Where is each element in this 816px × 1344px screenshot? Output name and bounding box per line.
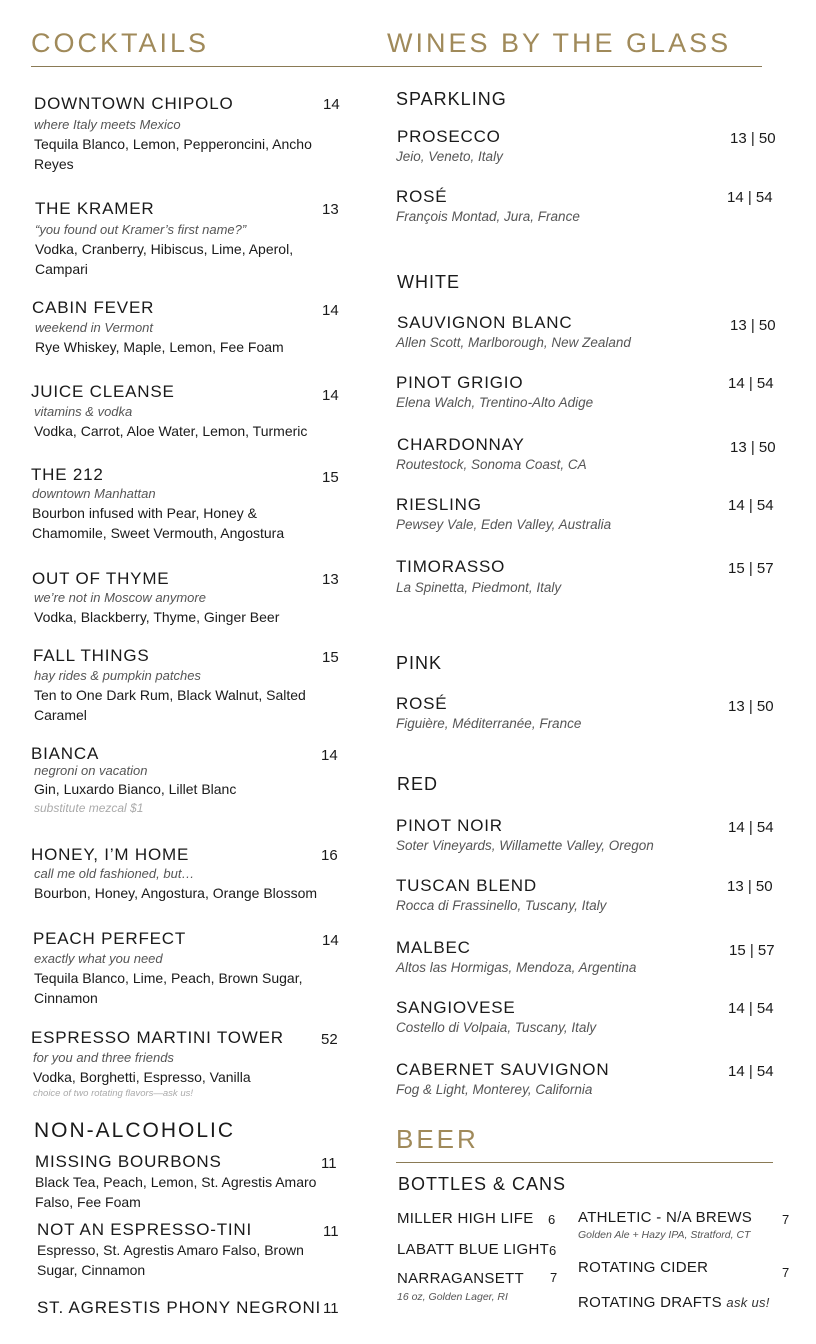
cocktail-ingredients: Gin, Luxardo Bianco, Lillet Blanc	[34, 781, 237, 797]
na-drink-name: ST. AGRESTIS PHONY NEGRONI	[37, 1298, 322, 1317]
cocktail-ingredients: Tequila Blanco, Lime, Peach, Brown Sugar, Cinnamon	[34, 970, 303, 1006]
beer-name: ROTATING CIDER	[578, 1259, 709, 1276]
wine-name: PINOT GRIGIO	[396, 373, 524, 392]
cocktail-name: BIANCA	[31, 744, 100, 763]
wine-producer: Soter Vineyards, Willamette Valley, Oregon	[396, 838, 654, 853]
wine-category-pink: PINK	[396, 653, 443, 673]
wine-price: 13 | 50	[730, 130, 776, 147]
cocktail-price: 14	[322, 932, 339, 949]
wine-price: 13 | 50	[728, 698, 774, 715]
wine-price: 13 | 50	[730, 439, 776, 456]
cocktail-ingredients: Ten to One Dark Rum, Black Walnut, Salted Caramel	[34, 687, 306, 723]
wine-producer: Costello di Volpaia, Tuscany, Italy	[396, 1020, 597, 1035]
cocktail-tagline: “you found out Kramer’s first name?”	[35, 222, 247, 237]
cocktail-name: OUT OF THYME	[32, 569, 170, 588]
cocktails-heading: COCKTAILS	[31, 28, 210, 58]
wine-category-sparkling: SPARKLING	[396, 89, 507, 109]
cocktail-ingredients: Bourbon infused with Pear, Honey & Chamomile, Sweet Vermouth, Angostura	[32, 505, 285, 541]
wine-name: MALBEC	[396, 938, 471, 957]
wine-name: ROSÉ	[396, 694, 448, 713]
cocktail-price: 13	[322, 201, 339, 218]
wine-name: PINOT NOIR	[396, 816, 503, 835]
beer-price: 7	[550, 1270, 558, 1285]
beer-name: NARRAGANSETT	[397, 1270, 524, 1287]
cocktail-price: 15	[322, 649, 339, 666]
header-divider	[31, 66, 762, 67]
wine-category-red: RED	[397, 774, 439, 794]
wine-producer: Altos las Hormigas, Mendoza, Argentina	[396, 960, 637, 975]
beer-name-text: ROTATING DRAFTS	[578, 1294, 722, 1311]
wine-producer: Routestock, Sonoma Coast, CA	[396, 457, 587, 472]
cocktail-tagline: vitamins & vodka	[34, 404, 133, 419]
wine-producer: Fog & Light, Monterey, California	[396, 1082, 593, 1097]
cocktail-name: DOWNTOWN CHIPOLO	[34, 94, 234, 113]
cocktail-note: substitute mezcal $1	[34, 801, 144, 815]
cocktail-tagline: we’re not in Moscow anymore	[34, 590, 206, 605]
cocktail-ingredients: Vodka, Borghetti, Espresso, Vanilla	[33, 1069, 251, 1085]
wine-name: TUSCAN BLEND	[396, 876, 537, 895]
cocktail-name: CABIN FEVER	[32, 298, 155, 317]
na-drink-price: 11	[323, 1300, 339, 1317]
cocktail-name: JUICE CLEANSE	[31, 382, 175, 401]
wine-name: SAUVIGNON BLANC	[397, 313, 573, 332]
wine-producer: Elena Walch, Trentino-Alto Adige	[396, 395, 594, 410]
wine-price: 13 | 50	[727, 878, 773, 895]
wine-name: CHARDONNAY	[397, 435, 525, 454]
beer-name: ATHLETIC - N/A BREWS	[578, 1209, 753, 1226]
non-alcoholic-heading: NON-ALCOHOLIC	[34, 1119, 236, 1142]
wine-producer: François Montad, Jura, France	[396, 209, 580, 224]
cocktail-price: 13	[322, 571, 339, 588]
wine-producer: Jeio, Veneto, Italy	[396, 149, 503, 164]
wine-producer: Rocca di Frassinello, Tuscany, Italy	[396, 898, 607, 913]
beer-ask-note: ask us!	[726, 1295, 770, 1310]
wine-price: 14 | 54	[728, 1000, 774, 1017]
wine-price: 14 | 54	[728, 819, 774, 836]
beer-subheading: BOTTLES & CANS	[398, 1174, 567, 1194]
wine-producer: Allen Scott, Marlborough, New Zealand	[396, 335, 631, 350]
wine-name: SANGIOVESE	[396, 998, 516, 1017]
na-drink-price: 11	[321, 1155, 337, 1172]
wine-producer: Figuière, Méditerranée, France	[396, 716, 582, 731]
cocktail-tagline: negroni on vacation	[34, 763, 148, 778]
cocktail-tagline: exactly what you need	[34, 951, 163, 966]
wine-price: 14 | 54	[728, 1063, 774, 1080]
na-drink-name: NOT AN ESPRESSO-TINI	[37, 1220, 253, 1239]
cocktail-tagline: call me old fashioned, but…	[34, 866, 195, 881]
cocktail-price: 15	[322, 469, 339, 486]
cocktail-ingredients: Bourbon, Honey, Angostura, Orange Blossom	[34, 885, 318, 901]
cocktail-name: ESPRESSO MARTINI TOWER	[31, 1028, 284, 1047]
cocktail-ingredients: Tequila Blanco, Lemon, Pepperoncini, Ancho Reyes	[34, 136, 312, 172]
wines-heading: WINES BY THE GLASS	[387, 28, 732, 58]
cocktail-price: 14	[323, 96, 340, 113]
beer-divider	[396, 1162, 773, 1163]
wine-category-white: WHITE	[397, 272, 460, 292]
wine-price: 14 | 54	[728, 497, 774, 514]
cocktail-price: 14	[321, 747, 338, 764]
cocktail-ingredients: Rye Whiskey, Maple, Lemon, Fee Foam	[35, 339, 284, 355]
beer-price: 7	[782, 1212, 790, 1227]
na-drink-price: 11	[323, 1223, 339, 1240]
wine-producer: Pewsey Vale, Eden Valley, Australia	[396, 517, 612, 532]
cocktail-ingredients: Vodka, Cranberry, Hibiscus, Lime, Aperol, Campari	[35, 241, 294, 277]
cocktail-tagline: for you and three friends	[33, 1050, 174, 1065]
wine-name: CABERNET SAUVIGNON	[396, 1060, 610, 1079]
beer-price: 6	[548, 1212, 556, 1227]
wine-name: ROSÉ	[396, 187, 448, 206]
cocktail-price: 14	[322, 387, 339, 404]
cocktail-tagline: hay rides & pumpkin patches	[34, 668, 201, 683]
cocktail-tagline: downtown Manhattan	[32, 486, 156, 501]
beer-name: LABATT BLUE LIGHT	[397, 1241, 550, 1258]
wine-price: 14 | 54	[728, 375, 774, 392]
na-drink-ingredients: Black Tea, Peach, Lemon, St. Agrestis Amaro Falso, Fee Foam	[35, 1174, 317, 1210]
cocktail-price: 14	[322, 302, 339, 319]
cocktail-tagline: where Italy meets Mexico	[34, 117, 181, 132]
wine-name: PROSECCO	[397, 127, 501, 146]
cocktail-ingredients: Vodka, Carrot, Aloe Water, Lemon, Turmeric	[34, 423, 308, 439]
na-drink-ingredients: Espresso, St. Agrestis Amaro Falso, Brown Sugar, Cinnamon	[37, 1242, 304, 1278]
na-drink-name: MISSING BOURBONS	[35, 1152, 222, 1171]
beer-name	[578, 1294, 770, 1311]
wine-name: RIESLING	[396, 495, 482, 514]
cocktail-price: 52	[321, 1031, 338, 1048]
cocktail-name: FALL THINGS	[33, 646, 150, 665]
cocktail-ingredients: Vodka, Blackberry, Thyme, Ginger Beer	[34, 609, 280, 625]
wine-price: 15 | 57	[729, 942, 775, 959]
cocktail-name: HONEY, I’M HOME	[31, 845, 190, 864]
cocktail-name: PEACH PERFECT	[33, 929, 187, 948]
wine-price: 15 | 57	[728, 560, 774, 577]
cocktail-tagline: weekend in Vermont	[35, 320, 154, 335]
wine-price: 14 | 54	[727, 189, 773, 206]
cocktail-name: THE KRAMER	[35, 199, 155, 218]
beer-desc: 16 oz, Golden Lager, RI	[397, 1291, 508, 1303]
cocktail-note: choice of two rotating flavors—ask us!	[33, 1088, 193, 1099]
beer-name: MILLER HIGH LIFE	[397, 1210, 534, 1227]
beer-heading: BEER	[396, 1124, 479, 1154]
wine-name: TIMORASSO	[396, 557, 506, 576]
beer-price: 7	[782, 1265, 790, 1280]
cocktail-name: THE 212	[31, 465, 104, 484]
wine-price: 13 | 50	[730, 317, 776, 334]
beer-desc: Golden Ale + Hazy IPA, Stratford, CT	[578, 1229, 751, 1241]
cocktail-price: 16	[321, 847, 338, 864]
beer-price: 6	[549, 1243, 557, 1258]
wine-producer: La Spinetta, Piedmont, Italy	[396, 580, 562, 595]
